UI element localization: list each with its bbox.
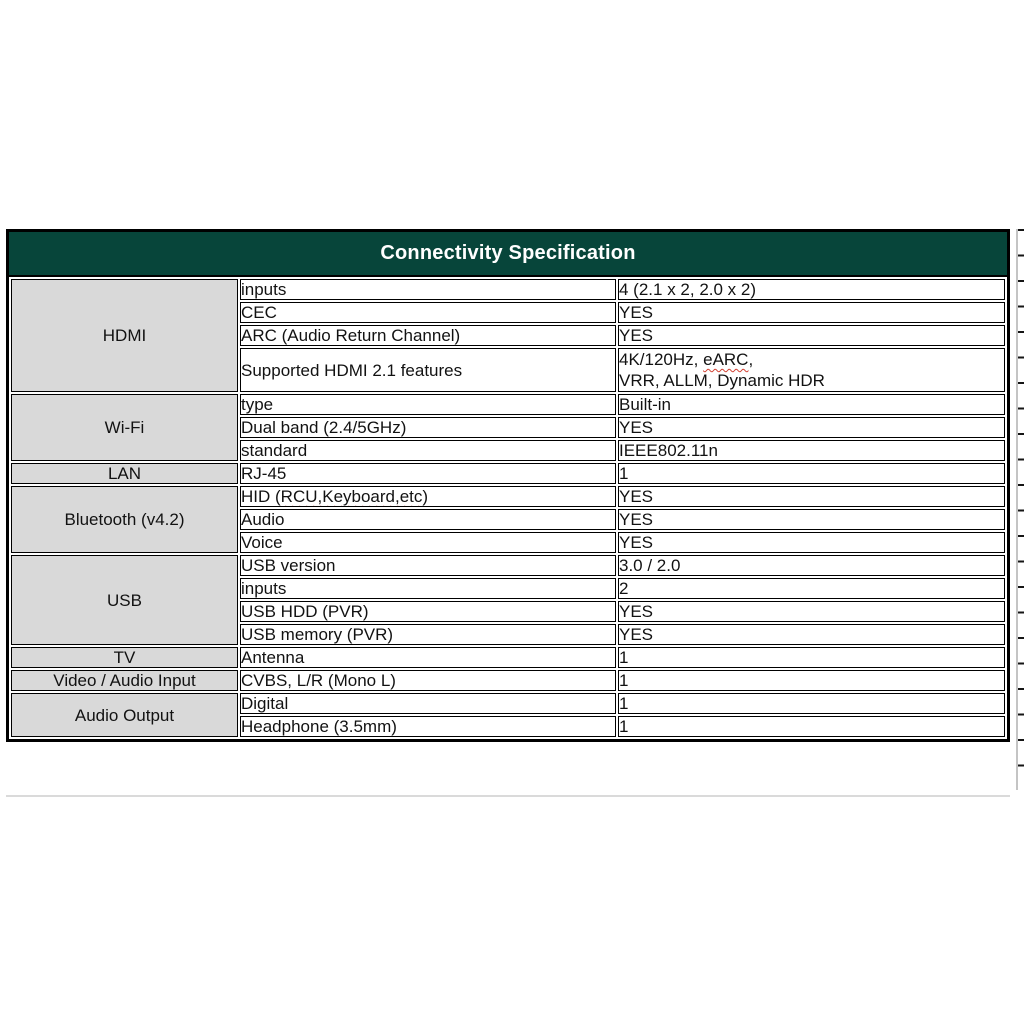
feature-cell: Dual band (2.4/5GHz) bbox=[240, 417, 616, 438]
feature-cell: USB HDD (PVR) bbox=[240, 601, 616, 622]
value-cell: 3.0 / 2.0 bbox=[618, 555, 1005, 576]
table-row bbox=[11, 279, 1005, 300]
feature-cell: Digital bbox=[240, 693, 616, 714]
value-cell: YES bbox=[618, 509, 1005, 530]
feature-cell: Voice bbox=[240, 532, 616, 553]
misspelling-underline: RCU,Keyboard,etc bbox=[280, 487, 423, 506]
group-label: USB bbox=[11, 555, 238, 645]
group-label: Wi-Fi bbox=[11, 394, 238, 461]
feature-cell: type bbox=[240, 394, 616, 415]
value-cell: 1 bbox=[618, 463, 1005, 484]
feature-cell: Audio bbox=[240, 509, 616, 530]
value-cell: YES bbox=[618, 532, 1005, 553]
feature-cell: RJ-45 bbox=[240, 463, 616, 484]
misspelling-underline: eARC bbox=[703, 350, 749, 369]
value-cell: YES bbox=[618, 417, 1005, 438]
value-cell: YES bbox=[618, 601, 1005, 622]
feature-cell: HID (RCU,Keyboard,etc) bbox=[240, 486, 616, 507]
group-label: Bluetooth (v4.2) bbox=[11, 486, 238, 553]
table-title: Connectivity Specification bbox=[9, 232, 1007, 277]
value-cell: 1 bbox=[618, 647, 1005, 668]
value-cell: Built-in bbox=[618, 394, 1005, 415]
spec-table-body bbox=[11, 279, 1005, 737]
table-row bbox=[11, 463, 1005, 484]
feature-cell: Headphone (3.5mm) bbox=[240, 716, 616, 737]
feature-cell: inputs bbox=[240, 578, 616, 599]
table-row bbox=[11, 486, 1005, 507]
feature-cell: inputs bbox=[240, 279, 616, 300]
value-cell: 4 (2.1 x 2, 2.0 x 2) bbox=[618, 279, 1005, 300]
feature-cell: USB version bbox=[240, 555, 616, 576]
value-cell: YES bbox=[618, 325, 1005, 346]
value-cell: 1 bbox=[618, 670, 1005, 691]
value-cell: YES bbox=[618, 486, 1005, 507]
value-cell: 2 bbox=[618, 578, 1005, 599]
next-row-hairline bbox=[6, 795, 1010, 797]
feature-cell: USB memory (PVR) bbox=[240, 624, 616, 645]
group-label: HDMI bbox=[11, 279, 238, 392]
group-label: TV bbox=[11, 647, 238, 668]
table-row bbox=[11, 555, 1005, 576]
feature-cell: CEC bbox=[240, 302, 616, 323]
group-label: LAN bbox=[11, 463, 238, 484]
adjacent-column-sliver bbox=[1016, 229, 1024, 790]
feature-cell: ARC (Audio Return Channel) bbox=[240, 325, 616, 346]
feature-cell: CVBS, L/R (Mono L) bbox=[240, 670, 616, 691]
group-label: Video / Audio Input bbox=[11, 670, 238, 691]
connectivity-spec-table bbox=[6, 229, 1010, 742]
feature-cell: Supported HDMI 2.1 features bbox=[240, 348, 616, 392]
table-row bbox=[11, 693, 1005, 714]
table-row bbox=[11, 394, 1005, 415]
value-cell: YES bbox=[618, 624, 1005, 645]
value-cell bbox=[618, 348, 1005, 392]
value-cell: YES bbox=[618, 302, 1005, 323]
feature-cell: Antenna bbox=[240, 647, 616, 668]
group-label: Audio Output bbox=[11, 693, 238, 737]
spec-table-grid bbox=[9, 277, 1007, 739]
value-line: 4K/120Hz, eARC, bbox=[619, 350, 754, 369]
value-line: VRR, ALLM, Dynamic HDR bbox=[619, 371, 825, 390]
value-cell: 1 bbox=[618, 716, 1005, 737]
value-cell: 1 bbox=[618, 693, 1005, 714]
table-row bbox=[11, 670, 1005, 691]
value-cell: IEEE802.11n bbox=[618, 440, 1005, 461]
table-row bbox=[11, 647, 1005, 668]
feature-cell: standard bbox=[240, 440, 616, 461]
